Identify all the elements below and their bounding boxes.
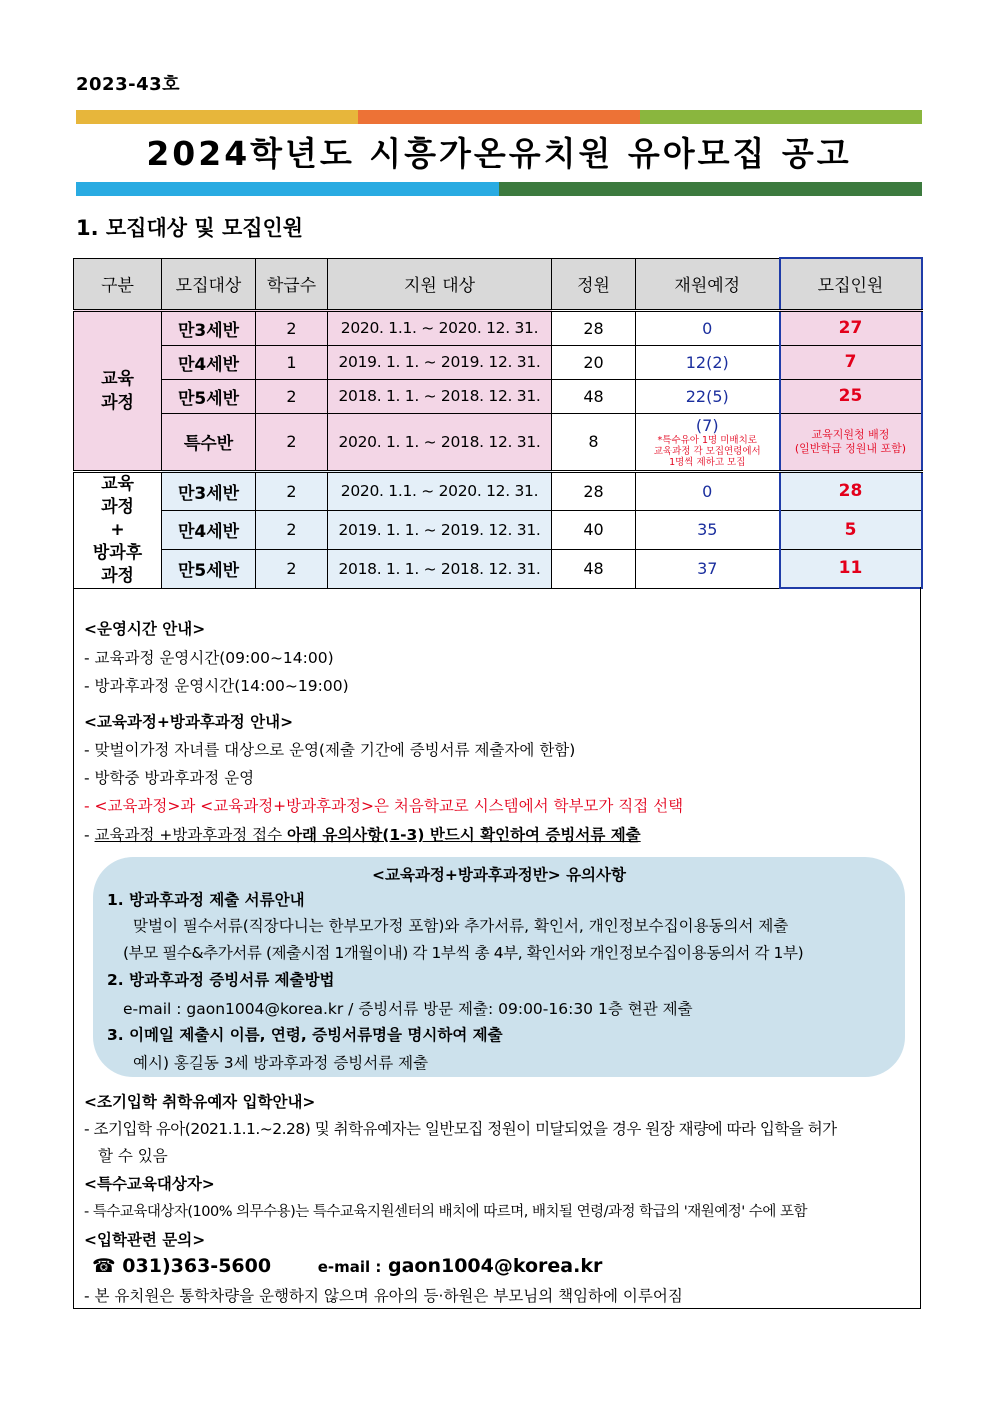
class-name: 만5세반 — [162, 379, 256, 413]
email-link[interactable]: gaon1004@korea.kr — [387, 1255, 603, 1277]
callout-heading: 2. 방과후과정 증빙서류 제출방법 — [107, 971, 335, 989]
recruit-count: 28 — [780, 471, 922, 510]
class-count: 2 — [256, 549, 328, 588]
enrolled: 0 — [636, 471, 780, 510]
recruitment-table — [73, 257, 923, 589]
col-header-target: 모집대상 — [162, 258, 256, 310]
section-title: 1. 모집대상 및 모집인원 — [76, 216, 304, 240]
enrolled: 0 — [636, 310, 780, 345]
recruit-count: 11 — [780, 549, 922, 588]
page-title: 2024학년도 시흥가온유치원 유아모집 공고 — [146, 134, 852, 173]
afterschool-heading: <교육과정+방과후과정 안내> — [84, 713, 294, 731]
capacity: 20 — [552, 345, 636, 379]
group-cell-education — [74, 310, 162, 471]
class-name: 만4세반 — [162, 345, 256, 379]
email-label: e-mail : — [317, 1258, 382, 1276]
recruit-count: 25 — [780, 379, 922, 413]
col-header-recruit: 모집인원 — [780, 258, 922, 310]
class-count: 2 — [256, 379, 328, 413]
birth-period: 2018. 1. 1. ~ 2018. 12. 31. — [328, 379, 552, 413]
class-count: 1 — [256, 345, 328, 379]
contact-heading: <입학관련 문의> — [84, 1231, 206, 1249]
class-count: 2 — [256, 510, 328, 549]
group-cell-afterschool — [74, 471, 162, 588]
group-label-line: 과정 — [101, 496, 134, 517]
group-label-line: 교육 — [101, 368, 134, 389]
group-label-line: 교육 — [101, 473, 134, 494]
callout-title: <교육과정+방과후과정반> 유의사항 — [372, 866, 626, 884]
callout-line: 맞벌이 필수서류(직장다니는 한부모가정 포함)와 추가서류, 확인서, 개인정보수집이용동의서 제출 — [133, 917, 789, 935]
callout-heading: 3. 이메일 제출시 이름, 연령, 증빙서류명을 명시하여 제출 — [107, 1026, 503, 1044]
phone-number[interactable]: 031)363-5600 — [122, 1255, 272, 1277]
operation-heading: <운영시간 안내> — [84, 620, 206, 638]
class-count: 2 — [256, 310, 328, 345]
note-line: (일반학급 정원내 포함) — [794, 441, 907, 455]
callout-line: (부모 필수&추가서류 (제출시점 1개월이내) 각 1부씩 총 4부, 확인서와 개인정보수집이용동의서 각 1부) — [123, 944, 804, 962]
class-count: 2 — [256, 413, 328, 471]
group-label-line: 방과후 — [92, 542, 143, 563]
class-name: 만5세반 — [162, 549, 256, 588]
enrolled: (7) — [695, 415, 719, 435]
list-item-notice — [84, 823, 641, 845]
bar-segment-yellow — [76, 110, 358, 124]
recruit-note — [780, 413, 922, 471]
class-name: 만4세반 — [162, 510, 256, 549]
contact-line — [92, 1255, 602, 1277]
note-line: 교육지원청 배정 — [811, 427, 890, 441]
birth-period: 2019. 1. 1. ~ 2019. 12. 31. — [328, 510, 552, 549]
birth-period: 2018. 1. 1. ~ 2018. 12. 31. — [328, 549, 552, 588]
col-header-period: 지원 대상 — [328, 258, 552, 310]
table-row — [74, 471, 922, 510]
bar-segment-blue — [76, 182, 499, 196]
list-item: - <교육과정>과 <교육과정+방과후과정>은 처음학교로 시스템에서 학부모가 직접 선택 — [84, 797, 684, 815]
capacity: 28 — [552, 471, 636, 510]
list-item: - 조기입학 유아(2021.1.1.~2.28) 및 취학유예자는 일반모집 정원이 미달되었을 경우 원장 재량에 따라 입학을 허가 — [84, 1120, 837, 1138]
list-item: - 방학중 방과후과정 운영 — [84, 769, 255, 787]
birth-period: 2020. 1.1. ~ 2020. 12. 31. — [328, 310, 552, 345]
top-color-bar — [76, 110, 922, 124]
notice-normal: 교육과정 +방과후과정 접수 — [94, 826, 288, 844]
callout-line: e-mail : gaon1004@korea.kr / 증빙서류 방문 제출: 09:00-16:30 1층 현관 제출 — [123, 1000, 693, 1018]
capacity: 40 — [552, 510, 636, 549]
notice-underlined — [95, 826, 641, 844]
col-header-capacity: 정원 — [552, 258, 636, 310]
bottom-color-bar — [76, 182, 922, 196]
recruit-count: 7 — [780, 345, 922, 379]
capacity: 28 — [552, 310, 636, 345]
enrolled: 12(2) — [636, 345, 780, 379]
group-label-line: 과정 — [101, 392, 134, 413]
enrolled: 22(5) — [636, 379, 780, 413]
enrolled-special — [636, 413, 780, 471]
birth-period: 2019. 1. 1. ~ 2019. 12. 31. — [328, 345, 552, 379]
notice-callout — [93, 857, 905, 1077]
class-name: 특수반 — [162, 413, 256, 471]
capacity: 8 — [552, 413, 636, 471]
table-row — [74, 413, 922, 471]
capacity: 48 — [552, 379, 636, 413]
list-item: - 본 유치원은 통학차량을 운행하지 않으며 유아의 등·하원은 부모님의 책임하에 이루어짐 — [84, 1287, 683, 1305]
list-item: - 교육과정 운영시간(09:00~14:00) — [84, 649, 334, 667]
table-header-row — [74, 258, 922, 310]
enrolled: 35 — [636, 510, 780, 549]
callout-heading: 1. 방과후과정 제출 서류안내 — [107, 891, 305, 909]
birth-period: 2020. 1.1. ~ 2020. 12. 31. — [328, 471, 552, 510]
list-item: - 맞벌이가정 자녀를 대상으로 운영(제출 기간에 증빙서류 제출자에 한함) — [84, 741, 576, 759]
recruit-count: 5 — [780, 510, 922, 549]
note-line: 1명씩 제하고 모집 — [669, 456, 746, 468]
group-label-line: + — [110, 519, 125, 540]
recruit-count: 27 — [780, 310, 922, 345]
bar-segment-orange — [358, 110, 640, 124]
list-item: - 방과후과정 운영시간(14:00~19:00) — [84, 677, 349, 695]
phone-icon: ☎ — [92, 1255, 116, 1277]
col-header-enrolled: 재원예정 — [636, 258, 780, 310]
note-line: 교육과정 각 모집연령에서 — [653, 445, 761, 457]
bar-segment-darkgreen — [499, 182, 922, 196]
document-number: 2023-43호 — [76, 74, 181, 95]
notice-bold: 아래 유의사항(1-3) 반드시 확인하여 증빙서류 제출 — [287, 826, 641, 844]
col-header-classes: 학급수 — [256, 258, 328, 310]
class-name: 만3세반 — [162, 310, 256, 345]
birth-period: 2020. 1. 1. ~ 2018. 12. 31. — [328, 413, 552, 471]
list-item: - 특수교육대상자(100% 의무수용)는 특수교육지원센터의 배치에 따르며, 배치될 연령/과정 학급의 '재원예정' 수에 포함 — [84, 1204, 807, 1220]
table-row — [74, 310, 922, 345]
bar-segment-green — [640, 110, 922, 124]
table-row — [74, 345, 922, 379]
table-row — [74, 549, 922, 588]
enrolled: 37 — [636, 549, 780, 588]
table-row — [74, 510, 922, 549]
col-header-category: 구분 — [74, 258, 162, 310]
early-heading: <조기입학 취학유예자 입학안내> — [84, 1093, 316, 1111]
class-name: 만3세반 — [162, 471, 256, 510]
capacity: 48 — [552, 549, 636, 588]
list-item-cont: 할 수 있음 — [98, 1147, 168, 1165]
bullet: - — [84, 826, 95, 844]
group-label-line: 과정 — [101, 565, 134, 586]
callout-line: 예시) 홍길동 3세 방과후과정 증빙서류 제출 — [133, 1054, 429, 1072]
table-row — [74, 379, 922, 413]
class-count: 2 — [256, 471, 328, 510]
note-line: *특수유아 1명 미배치로 — [657, 434, 757, 446]
special-ed-heading: <특수교육대상자> — [84, 1175, 215, 1193]
